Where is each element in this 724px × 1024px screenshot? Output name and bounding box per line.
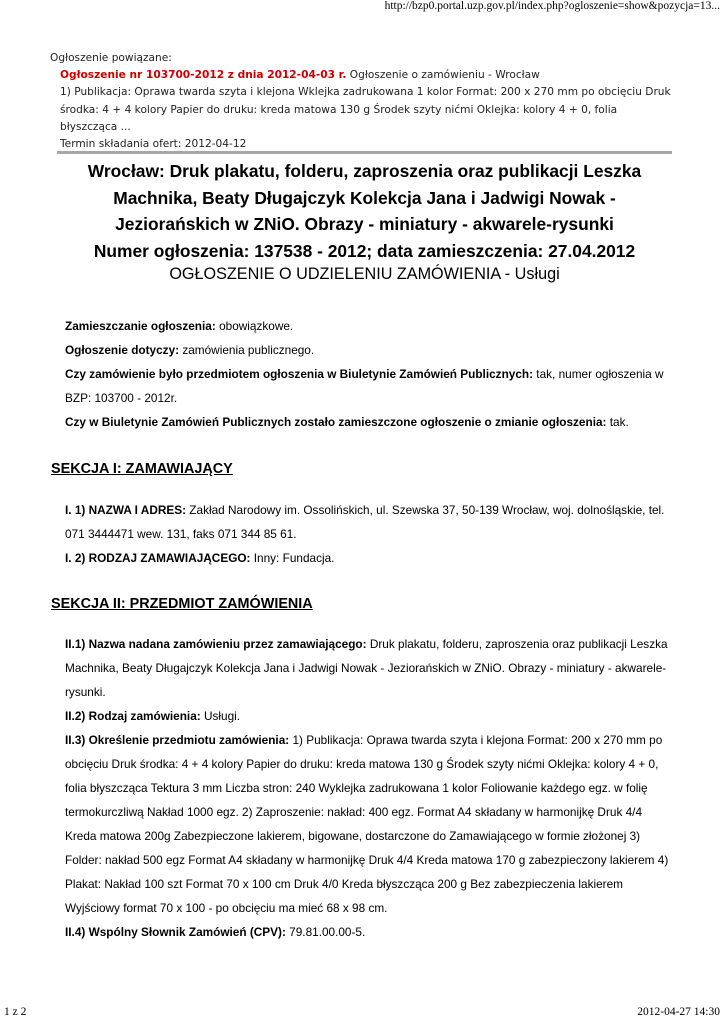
item-label: II.2) Rodzaj zamówienia: [65,709,201,723]
print-header-url: http://bzp0.portal.uzp.gov.pl/index.php?ogloszenie=show&pozycja=13... [384,0,720,12]
item-value: Druk plakatu, folderu, zaproszenia oraz publikacji Leszka Machnika, Beaty Długajczyk Kolekcja Jana i Jadwigi Nowak - Jeziorańskich w ZNiO. Obrazy - miniatury - akwarele-rysunki. [65,637,668,699]
section-2-item-cpv [65,920,675,944]
meta-value: obowiązkowe. [215,319,294,333]
meta-value: tak, numer ogłoszenia w BZP: 103700 - 2012r. [65,367,664,405]
print-footer-datetime: 2012-04-27 14:30 [637,1006,720,1018]
section-1-heading: SEKCJA I: ZAMAWIAJĄCY [51,461,233,477]
meta-label: Czy w Biuletynie Zamówień Publicznych zostało zamieszczone ogłoszenie o zmianie ogłoszenia: [65,415,607,429]
related-notice-body [50,67,676,153]
item-label: II.1) Nazwa nadana zamówieniu przez zamawiającego: [65,637,367,651]
related-heading: Ogłoszenie powiązane: [50,52,172,64]
meta-label: Ogłoszenie dotyczy: [65,343,180,357]
section-1-item-name-address [65,498,675,546]
section-2-heading: SEKCJA II: PRZEDMIOT ZAMÓWIENIA [51,596,313,612]
section-2-body [65,632,675,944]
print-footer-page: 1 z 2 [4,1006,27,1018]
notice-title-line-1: Wrocław: Druk plakatu, folderu, zaproszenia oraz publikacji Leszka [87,161,642,181]
related-notice-excerpt: 1) Publikacja: Oprawa twarda szyta i klejona Wklejka zadrukowana 1 kolor Format: 200 x 270 mm po obcięciu Druk środka: 4 + 4 kolory Papier do druku: kreda matowa 130 g Środek szyty nićmi Oklejka: kolory 4 + 0, folia błyszcząca ... [60,86,671,133]
meta-value: tak. [606,415,629,429]
related-notice-link[interactable]: Ogłoszenie nr 103700-2012 z dnia 2012-04-03 r. [60,69,347,82]
section-1-body [65,498,675,570]
notice-subtitle: OGŁOSZENIE O UDZIELENIU ZAMÓWIENIA - Usługi [169,265,560,283]
item-value: Usługi. [200,709,241,723]
item-label: II.4) Wspólny Słownik Zamówień (CPV): [65,925,286,939]
section-2-item-contract-type [65,704,675,728]
notice-title [54,158,675,264]
meta-label: Zamieszczanie ogłoszenia: [65,319,216,333]
notice-title-line-2: Machnika, Beaty Długajczyk Kolekcja Jana i Jadwigi Nowak - [113,187,616,208]
notice-title-line-3: Jeziorańskich w ZNiO. Obrazy - miniatury - akwarele-rysunki [115,214,614,234]
item-label: II.3) Określenie przedmiotu zamówienia: [65,733,290,747]
meta-row-publication [65,314,675,338]
notice-meta [65,314,675,434]
notice-number-line: Numer ogłoszenia: 137538 - 2012; data zamieszczenia: 27.04.2012 [93,240,636,261]
section-1-item-type [65,546,675,570]
item-value: Zakład Narodowy im. Ossolińskich, ul. Szewska 37, 50-139 Wrocław, woj. dolnośląskie, tel. 071 3444471 wew. 131, faks 071 344 85 61. [65,503,665,541]
meta-label: Czy zamówienie było przedmiotem ogłoszenia w Biuletynie Zamówień Publicznych: [65,367,534,381]
related-notice-line [60,67,676,84]
meta-row-bzp-notice [65,362,675,410]
related-notice-type: Ogłoszenie o zamówieniu - Wrocław [346,69,540,82]
section-2-item-description [65,728,675,920]
separator-rule [57,151,672,154]
meta-row-concerns [65,338,675,362]
section-2-item-contract-name [65,632,675,704]
meta-value: zamówienia publicznego. [179,343,315,357]
item-value: 79.81.00.00-5. [285,925,366,939]
item-label: I. 2) RODZAJ ZAMAWIAJĄCEGO: [65,551,251,565]
related-notice-box [50,50,676,153]
item-label: I. 1) NAZWA I ADRES: [65,503,187,517]
meta-row-bzp-change [65,410,675,434]
item-value: 1) Publikacja: Oprawa twarda szyta i klejona Format: 200 x 270 mm po obcięciu Druk środka: 4 + 4 kolory Papier do druku: kreda matowa 130 g Środek szyty nićmi Oklejka: kolory 4 + 0, folia błyszcząca Tektura 3 mm Liczba stron: 240 Wyklejka zadrukowana 1 kolor Foliowanie każdego egz. w folię termokurczliwą Nakład 1000 egz. 2) Zaproszenie: nakład: 400 egz. Format A4 składany w harmonijkę Druk 4/4 Kreda matowa 200g Zabezpieczone lakierem, bigowane, dostarczone do Zamawiającego w formie złożonej 3) Folder: nakład 500 egz Format A4 składany w harmonijkę Druk 4/4 Kreda matowa 170 g zabezpieczony lakierem 4) Plakat: Nakład 100 szt Format 70 x 100 cm Druk 4/0 Kreda błyszcząca 200 g Bez zabezpieczenia lakierem Wyjściowy format 70 x 100 - po obcięciu ma mieć 68 x 98 cm. [65,733,669,915]
item-value: Inny: Fundacja. [250,551,335,565]
related-notice-deadline: Termin składania ofert: 2012-04-12 [60,138,247,151]
